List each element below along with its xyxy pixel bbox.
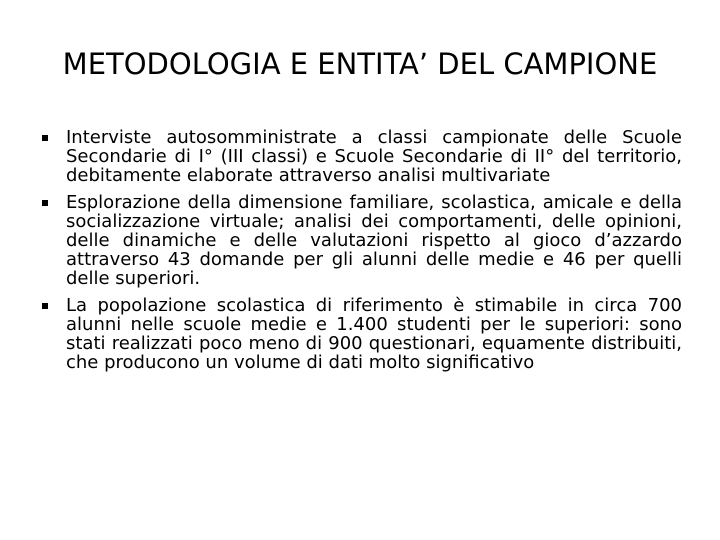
square-bullet-icon — [42, 200, 48, 206]
bullet-item-population — [40, 296, 682, 373]
slide-title: METODOLOGIA E ENTITA’ DEL CAMPIONE — [62, 47, 658, 81]
square-bullet-icon — [42, 135, 48, 141]
square-bullet-icon — [42, 303, 48, 309]
bullet-item-interviews — [40, 128, 682, 186]
bullet-text: La popolazione scolastica di riferimento è stimabile in circa 700 alunni nelle scuole medie e 1.400 studenti per le superiori: sono stati realizzati poco meno di 900 questionari, equamente distribuiti, che producono un volume di dati molto significativo — [66, 294, 682, 374]
bullet-list — [40, 128, 682, 379]
bullet-text: Interviste autosomministrate a classi campionate delle Scuole Secondarie di I° (III classi) e Scuole Secondarie di II° del territorio, debitamente elaborate attraverso analisi multivariate — [66, 127, 682, 187]
bullet-text: Esplorazione della dimensione familiare, scolastica, amicale e della socializzazione virtuale; analisi dei comportamenti, delle opinioni, delle dinamiche e delle valutazioni rispetto al gioco d’azzardo attraverso 43 domande per gli alunni delle medie e 46 per quelli delle superiori. — [66, 191, 682, 290]
bullet-item-exploration — [40, 193, 682, 289]
